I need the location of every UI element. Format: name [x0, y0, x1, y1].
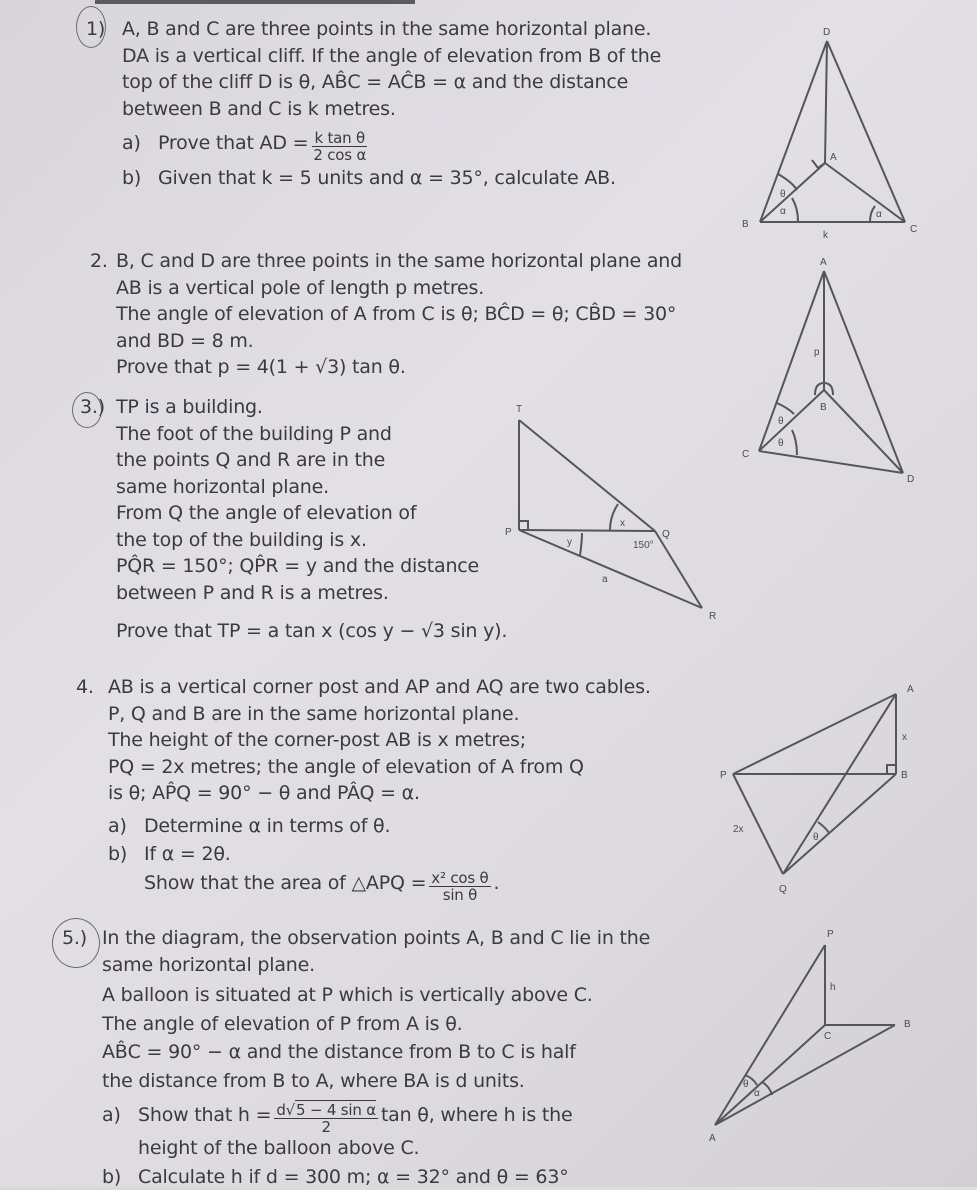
- question-text-line: From Q the angle of elevation of: [116, 500, 507, 527]
- svg-text:D: D: [823, 27, 830, 38]
- question-5: [62, 925, 650, 1190]
- question-text-line: TP is a building.: [116, 394, 507, 421]
- question-text-line: AB̂C = 90° − α and the distance from B to C is half: [102, 1039, 650, 1066]
- diagram-q5: [690, 915, 977, 1155]
- svg-text:P: P: [720, 770, 727, 781]
- question-number: 4.: [76, 674, 94, 701]
- question-number: 3.): [80, 394, 105, 421]
- question-text-line: A, B and C are three points in the same horizontal plane.: [122, 16, 661, 43]
- svg-text:Q: Q: [779, 884, 787, 895]
- question-4: [76, 674, 651, 903]
- question-text-line: AB is a vertical corner post and AP and AQ are two cables.: [108, 674, 651, 701]
- svg-text:p: p: [814, 347, 820, 358]
- svg-text:x: x: [620, 518, 625, 529]
- question-part: Show that the area of △APQ = $\frac{\text{x² cos θ}}{\text{sin θ}}$ .: [108, 870, 651, 903]
- question-text-line: between B and C is k metres.: [122, 96, 661, 123]
- svg-text:C: C: [910, 224, 917, 235]
- svg-text:θ: θ: [780, 189, 786, 200]
- question-text-line: The angle of elevation of A from C is θ; BĈD = θ; CB̂D = 30°: [116, 301, 682, 328]
- svg-text:k: k: [823, 230, 829, 241]
- svg-text:θ: θ: [778, 416, 784, 427]
- svg-text:A: A: [907, 684, 914, 695]
- fraction: $\frac{\text{d√5 − 4 sin α}}{2}$: [274, 1102, 378, 1135]
- question-part: a) Determine α in terms of θ.: [108, 813, 651, 840]
- svg-text:P: P: [827, 929, 834, 940]
- fraction: $\frac{\text{x² cos θ}}{\text{sin θ}}$: [429, 870, 490, 903]
- fraction: $\frac{\text{k tan θ}}{\text{2 cos α}}$: [311, 130, 368, 163]
- svg-text:B: B: [901, 770, 908, 781]
- question-1: [90, 16, 661, 192]
- svg-text:α: α: [754, 1088, 760, 1099]
- question-part: b) Calculate h if d = 300 m; α = 32° and θ = 63°: [102, 1164, 650, 1190]
- question-text-line: same horizontal plane.: [116, 474, 507, 501]
- question-text-line: the top of the building is x.: [116, 527, 507, 554]
- svg-text:C: C: [742, 449, 749, 460]
- svg-text:x: x: [902, 732, 907, 743]
- svg-text:C: C: [824, 1031, 831, 1042]
- svg-text:T: T: [516, 404, 522, 415]
- question-part: b) If α = 2θ.: [108, 841, 651, 868]
- question-part: a) Prove that AD = $\frac{\text{k tan θ}}{\text{2 cos α}}$: [122, 130, 661, 163]
- question-part: a) Show that h = $\frac{\text{d√5 − 4 sin α}}{2}$ tan θ, where h is the: [102, 1102, 650, 1135]
- question-part: b) Given that k = 5 units and α = 35°, calculate AB.: [122, 165, 661, 192]
- svg-text:R: R: [709, 611, 716, 622]
- svg-text:A: A: [830, 152, 837, 163]
- question-number: 5.): [62, 925, 87, 952]
- question-text-line: is θ; AP̂Q = 90° − θ and PÂQ = α.: [108, 780, 651, 807]
- question-text-line: The height of the corner-post AB is x metres;: [108, 727, 651, 754]
- svg-text:h: h: [830, 982, 836, 993]
- diagram-q4: [700, 670, 977, 910]
- question-text-line: In the diagram, the observation points A, B and C lie in the: [102, 925, 650, 952]
- svg-text:y: y: [567, 537, 572, 548]
- question-text-line: the distance from B to A, where BA is d units.: [102, 1068, 650, 1095]
- svg-text:α: α: [876, 209, 882, 220]
- question-2: [90, 248, 682, 381]
- question-text-line: P, Q and B are in the same horizontal plane.: [108, 701, 651, 728]
- question-text-line: DA is a vertical cliff. If the angle of elevation from B of the: [122, 43, 661, 70]
- question-text-line: B, C and D are three points in the same horizontal plane and: [116, 248, 682, 275]
- svg-text:A: A: [709, 1133, 716, 1144]
- svg-text:θ: θ: [813, 832, 819, 843]
- svg-text:α: α: [780, 206, 786, 217]
- svg-text:B: B: [820, 402, 827, 413]
- question-text-line: same horizontal plane.: [102, 952, 650, 979]
- question-3: [80, 394, 507, 645]
- diagram-q2: [720, 240, 977, 500]
- diagram-q1: [730, 0, 977, 250]
- svg-text:a: a: [602, 574, 608, 585]
- question-number: 2.: [90, 248, 108, 275]
- svg-text:D: D: [907, 474, 914, 485]
- svg-text:A: A: [820, 257, 827, 268]
- svg-text:P: P: [505, 527, 512, 538]
- question-text-line: AB is a vertical pole of length p metres.: [116, 275, 682, 302]
- svg-text:Q: Q: [662, 529, 670, 540]
- question-text-line: the points Q and R are in the: [116, 447, 507, 474]
- svg-text:θ: θ: [743, 1079, 749, 1090]
- question-part: height of the balloon above C.: [102, 1135, 650, 1162]
- question-text-line: Prove that p = 4(1 + √3) tan θ.: [116, 354, 682, 381]
- svg-text:2x: 2x: [733, 824, 744, 835]
- svg-text:θ: θ: [778, 438, 784, 449]
- svg-text:B: B: [742, 219, 749, 230]
- question-text-line: top of the cliff D is θ, AB̂C = AĈB = α and the distance: [122, 69, 661, 96]
- page-top-edge: [95, 0, 415, 4]
- question-text-line: PQ̂R = 150°; QP̂R = y and the distance: [116, 553, 507, 580]
- question-number: 1): [86, 16, 105, 43]
- question-text-line: PQ = 2x metres; the angle of elevation of A from Q: [108, 754, 651, 781]
- diagram-q3: [490, 390, 730, 630]
- question-text-line: between P and R is a metres.: [116, 580, 507, 607]
- svg-text:B: B: [904, 1019, 911, 1030]
- question-text-line: and BD = 8 m.: [116, 328, 682, 355]
- question-text-line: The foot of the building P and: [116, 421, 507, 448]
- svg-text:150°: 150°: [633, 540, 654, 551]
- question-prove: Prove that TP = a tan x (cos y − √3 sin y).: [116, 618, 507, 645]
- question-text-line: The angle of elevation of P from A is θ.: [102, 1011, 650, 1038]
- question-text-line: A balloon is situated at P which is vertically above C.: [102, 982, 650, 1009]
